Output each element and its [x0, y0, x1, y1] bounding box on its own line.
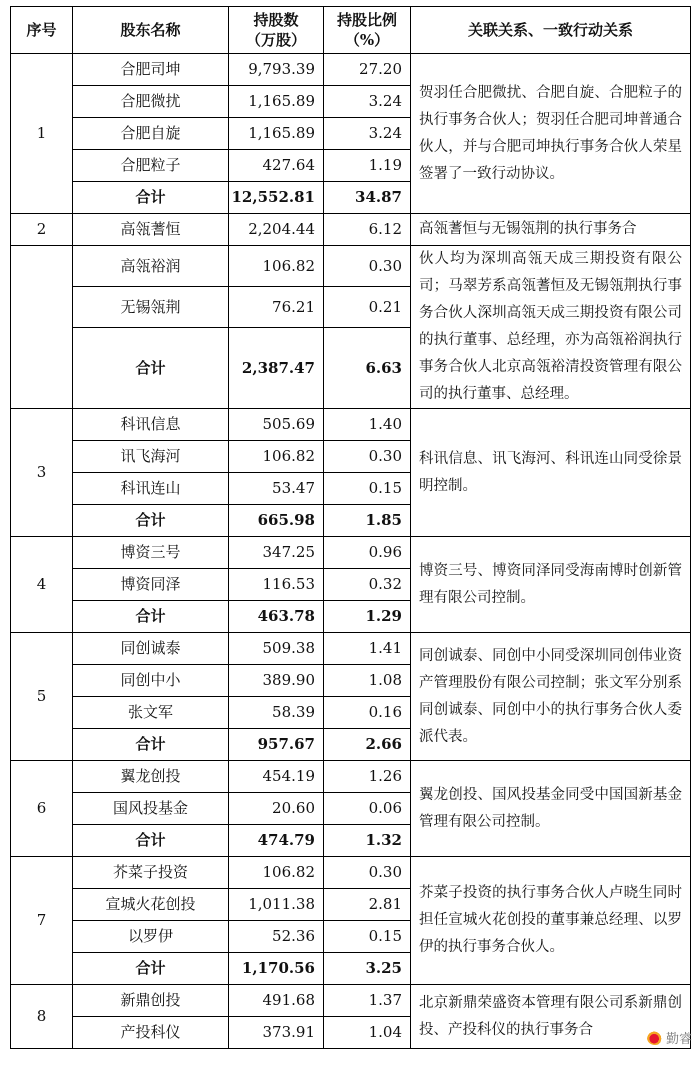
table-row — [11, 985, 691, 1017]
header-index: 序号 — [11, 7, 73, 54]
relation-text: 伙人均为深圳高瓴天成三期投资有限公司；马翠芳系高瓴蓍恒及无锡瓴荆执行事务合伙人深圳高瓴天成三期投资有限公司的执行董事、总经理，亦为高瓴裕润执行事务合伙人北京高瓴裕清投资管理有限公司的执行董事、总经理。 — [411, 246, 691, 409]
ratio-value: 2.81 — [324, 889, 411, 921]
total-shares: 474.79 — [229, 825, 324, 857]
total-ratio: 34.87 — [324, 182, 411, 214]
shareholder-name: 无锡瓴荆 — [73, 287, 229, 328]
group-index: 2 — [11, 214, 73, 246]
ratio-value: 27.20 — [324, 54, 411, 86]
shares-value: 347.25 — [229, 537, 324, 569]
weibo-logo-icon — [647, 1031, 663, 1045]
total-label: 合计 — [73, 182, 229, 214]
shareholder-name: 科讯连山 — [73, 473, 229, 505]
shareholder-name: 博资三号 — [73, 537, 229, 569]
shareholder-name: 新鼎创投 — [73, 985, 229, 1017]
watermark-text: 勤睿 — [665, 1032, 692, 1047]
shares-value: 52.36 — [229, 921, 324, 953]
ratio-value: 0.15 — [324, 921, 411, 953]
total-ratio: 1.32 — [324, 825, 411, 857]
shares-value: 505.69 — [229, 409, 324, 441]
ratio-value: 0.30 — [324, 441, 411, 473]
header-name: 股东名称 — [73, 7, 229, 54]
group-index: 4 — [11, 537, 73, 633]
ratio-value: 1.08 — [324, 665, 411, 697]
total-label: 合计 — [73, 729, 229, 761]
weibo-watermark — [647, 1028, 692, 1047]
shares-value: 454.19 — [229, 761, 324, 793]
shares-value: 20.60 — [229, 793, 324, 825]
shareholder-name: 宣城火花创投 — [73, 889, 229, 921]
relation-text: 博资三号、博资同泽同受海南博时创新管理有限公司控制。 — [411, 537, 691, 633]
ratio-value: 1.41 — [324, 633, 411, 665]
ratio-value: 0.96 — [324, 537, 411, 569]
shareholder-name: 同创诚泰 — [73, 633, 229, 665]
group-index: 7 — [11, 857, 73, 985]
shareholder-name: 张文军 — [73, 697, 229, 729]
total-ratio: 2.66 — [324, 729, 411, 761]
shares-value: 427.64 — [229, 150, 324, 182]
relation-text: 芥菜子投资的执行事务合伙人卢晓生同时担任宣城火花创投的董事兼总经理、以罗伊的执行事务合伙人。 — [411, 857, 691, 985]
shares-value: 53.47 — [229, 473, 324, 505]
relation-text: 翼龙创投、国风投基金同受中国国新基金管理有限公司控制。 — [411, 761, 691, 857]
total-label: 合计 — [73, 505, 229, 537]
total-ratio: 1.85 — [324, 505, 411, 537]
ratio-value: 1.04 — [324, 1017, 411, 1049]
group-index: 1 — [11, 54, 73, 214]
total-ratio: 3.25 — [324, 953, 411, 985]
total-ratio: 6.63 — [324, 328, 411, 409]
total-shares: 957.67 — [229, 729, 324, 761]
group-index: 6 — [11, 761, 73, 857]
ratio-value: 3.24 — [324, 86, 411, 118]
ratio-value: 6.12 — [324, 214, 411, 246]
relation-text: 同创诚泰、同创中小同受深圳同创伟业资产管理股份有限公司控制；张文军分别系同创诚泰、同创中小的执行事务合伙人委派代表。 — [411, 633, 691, 761]
ratio-value: 3.24 — [324, 118, 411, 150]
shares-value: 106.82 — [229, 441, 324, 473]
shares-value: 373.91 — [229, 1017, 324, 1049]
ratio-value: 0.06 — [324, 793, 411, 825]
shares-value: 106.82 — [229, 246, 324, 287]
shareholder-name: 科讯信息 — [73, 409, 229, 441]
table-row — [11, 54, 691, 86]
ratio-value: 0.30 — [324, 857, 411, 889]
table-row — [11, 409, 691, 441]
table-row — [11, 246, 691, 287]
total-shares: 1,170.56 — [229, 953, 324, 985]
group-index-cell — [11, 246, 73, 409]
header-shares: 持股数 （万股） — [229, 7, 324, 54]
ratio-value: 0.15 — [324, 473, 411, 505]
group-index: 8 — [11, 985, 73, 1049]
ratio-value: 1.19 — [324, 150, 411, 182]
shareholder-name: 高瓴裕润 — [73, 246, 229, 287]
shareholder-name: 以罗伊 — [73, 921, 229, 953]
total-ratio: 1.29 — [324, 601, 411, 633]
shareholder-name: 翼龙创投 — [73, 761, 229, 793]
table-row — [11, 537, 691, 569]
total-shares: 463.78 — [229, 601, 324, 633]
total-shares: 12,552.81 — [229, 182, 324, 214]
shares-value: 106.82 — [229, 857, 324, 889]
shareholder-name: 芥菜子投资 — [73, 857, 229, 889]
shareholder-name: 同创中小 — [73, 665, 229, 697]
total-label: 合计 — [73, 953, 229, 985]
shareholder-name: 合肥粒子 — [73, 150, 229, 182]
shares-value: 58.39 — [229, 697, 324, 729]
ratio-value: 0.32 — [324, 569, 411, 601]
table-row — [11, 761, 691, 793]
shareholder-name: 产投科仪 — [73, 1017, 229, 1049]
total-label: 合计 — [73, 328, 229, 409]
table-row — [11, 857, 691, 889]
ratio-value: 0.30 — [324, 246, 411, 287]
shares-value: 1,011.38 — [229, 889, 324, 921]
shareholder-table-sheet — [10, 6, 690, 1049]
header-relation: 关联关系、一致行动关系 — [411, 7, 691, 54]
table-row — [11, 214, 691, 246]
relation-text: 高瓴蓍恒与无锡瓴荆的执行事务合 — [411, 214, 691, 246]
shareholder-table — [10, 6, 691, 1049]
table-header-row — [11, 7, 691, 54]
ratio-value: 0.16 — [324, 697, 411, 729]
shares-value: 9,793.39 — [229, 54, 324, 86]
ratio-value: 1.37 — [324, 985, 411, 1017]
shares-value: 2,204.44 — [229, 214, 324, 246]
shareholder-name: 合肥微扰 — [73, 86, 229, 118]
shareholder-name: 讯飞海河 — [73, 441, 229, 473]
relation-text: 贺羽任合肥微扰、合肥自旋、合肥粒子的执行事务合伙人；贺羽任合肥司坤普通合伙人，并与合肥司坤执行事务合伙人荣星签署了一致行动协议。 — [411, 54, 691, 214]
total-label: 合计 — [73, 601, 229, 633]
shares-value: 389.90 — [229, 665, 324, 697]
group-index: 3 — [11, 409, 73, 537]
ratio-value: 0.21 — [324, 287, 411, 328]
ratio-value: 1.40 — [324, 409, 411, 441]
shares-value: 1,165.89 — [229, 118, 324, 150]
shares-value: 1,165.89 — [229, 86, 324, 118]
ratio-value: 1.26 — [324, 761, 411, 793]
total-label: 合计 — [73, 825, 229, 857]
shareholder-name: 博资同泽 — [73, 569, 229, 601]
shares-value: 116.53 — [229, 569, 324, 601]
shareholder-name: 国风投基金 — [73, 793, 229, 825]
shareholder-name: 合肥司坤 — [73, 54, 229, 86]
shares-value: 76.21 — [229, 287, 324, 328]
total-shares: 665.98 — [229, 505, 324, 537]
shares-value: 509.38 — [229, 633, 324, 665]
shareholder-name: 高瓴蓍恒 — [73, 214, 229, 246]
relation-text: 北京新鼎荣盛资本管理有限公司系新鼎创投、产投科仪的执行事务合 — [411, 985, 691, 1049]
total-shares: 2,387.47 — [229, 328, 324, 409]
shareholder-name: 合肥自旋 — [73, 118, 229, 150]
relation-text: 科讯信息、讯飞海河、科讯连山同受徐景明控制。 — [411, 409, 691, 537]
header-ratio: 持股比例 （%） — [324, 7, 411, 54]
shares-value: 491.68 — [229, 985, 324, 1017]
group-index: 5 — [11, 633, 73, 761]
table-row — [11, 633, 691, 665]
